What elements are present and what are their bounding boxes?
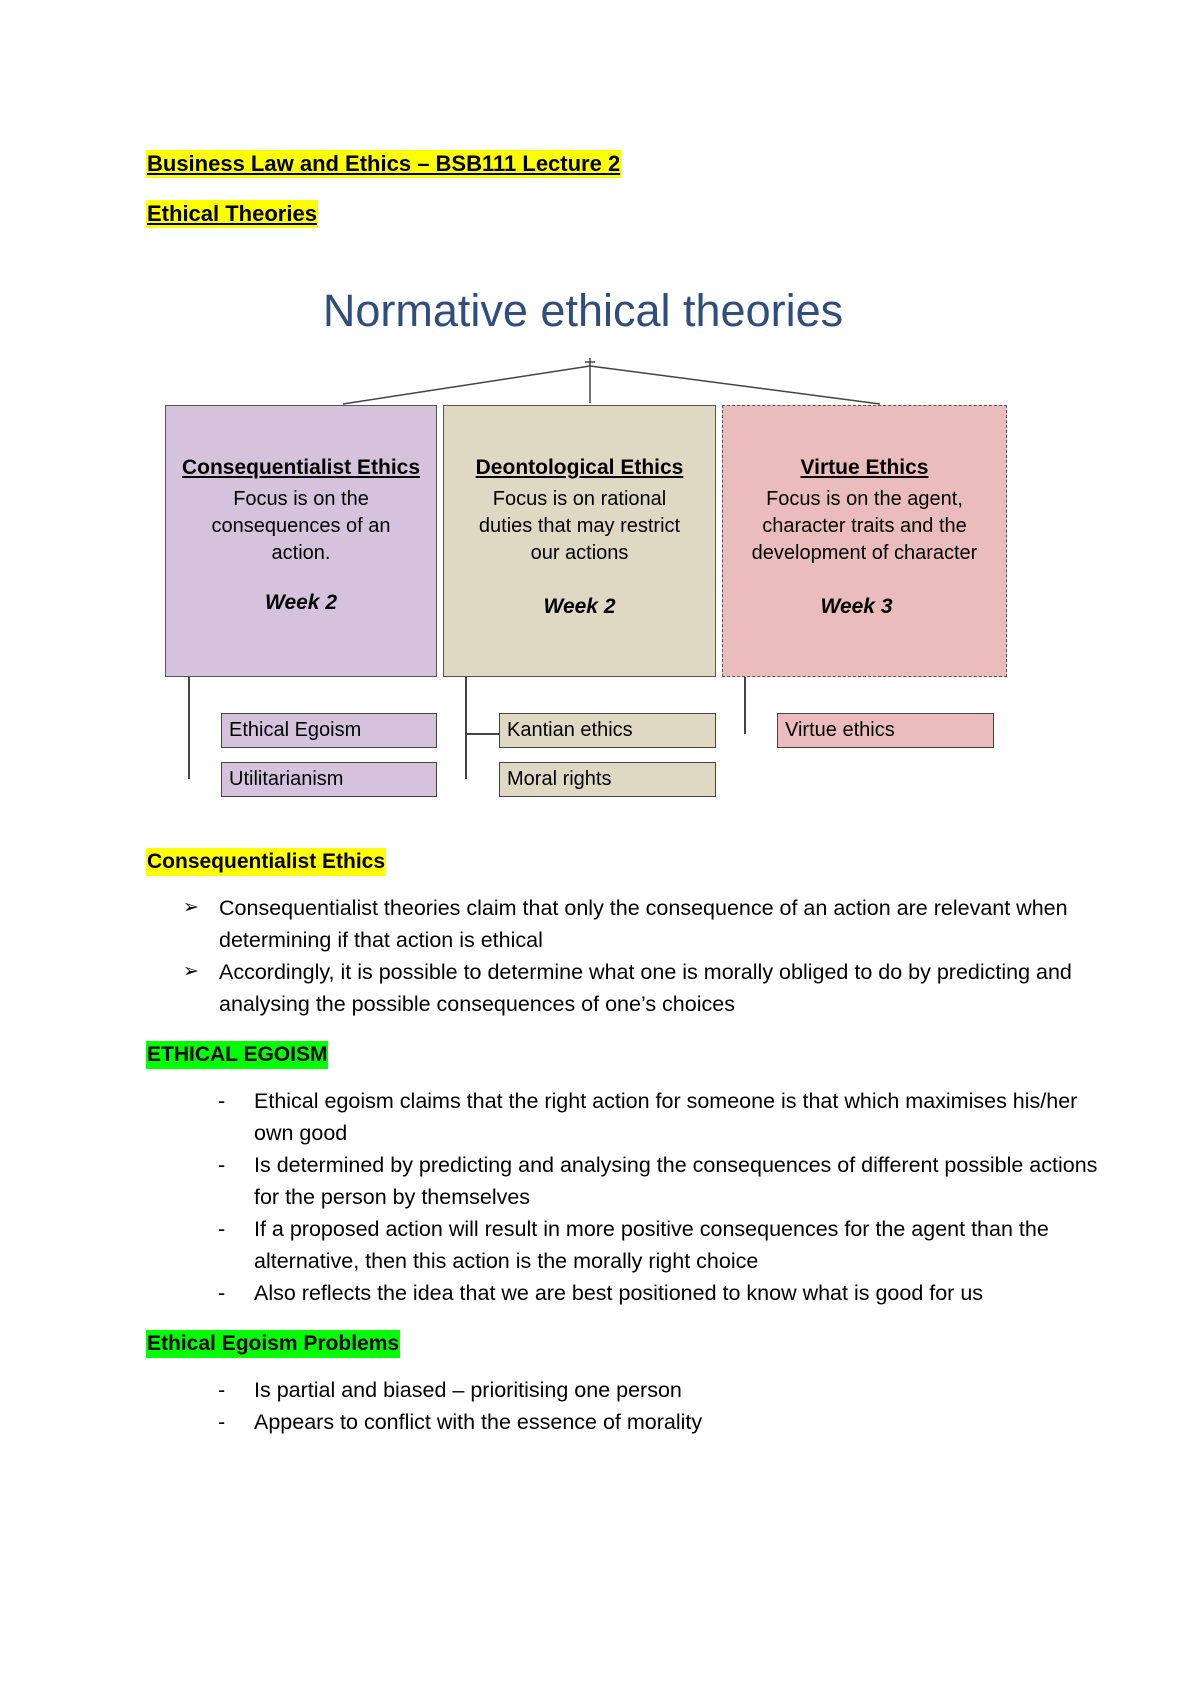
connector-line [465, 733, 500, 735]
virtue-box [722, 405, 1007, 677]
section-heading-ethical-egoism: ETHICAL EGOISM [146, 1041, 328, 1069]
dash-bullet: - [218, 1378, 226, 1402]
list-item: - If a proposed action will result in more positive consequences for the agent than the alternative, then this action is the morally right choice [218, 1213, 1098, 1277]
list-item: - Is determined by predicting and analysing the consequences of different possible actions for the person by themselves [218, 1149, 1098, 1213]
document-subtitle: Ethical Theories [147, 201, 317, 226]
box-title: Consequentialist Ethics [181, 456, 421, 479]
list-item: - Appears to conflict with the essence of morality [218, 1406, 1098, 1438]
dash-bullet: - [218, 1153, 226, 1177]
dash-bullet: - [218, 1410, 226, 1434]
diagram-title: Normative ethical theories [322, 285, 844, 336]
dash-bullet: - [218, 1281, 226, 1305]
box-week: Week 2 [543, 595, 616, 618]
diagram-connector-lines [0, 0, 1200, 420]
connector-line [465, 677, 467, 779]
sub-box-kantian-ethics: Kantian ethics [499, 713, 716, 748]
list-item: - Ethical egoism claims that the right action for someone is that which maximises his/her own good [218, 1085, 1098, 1149]
connector-line [744, 677, 746, 734]
box-title: Deontological Ethics [475, 456, 684, 479]
list-item: ➢ Consequentialist theories claim that only the consequence of an action are relevant when determining if that action is ethical [183, 892, 1083, 956]
consequentialist-list [183, 892, 1083, 1020]
section-heading-consequentialist: Consequentialist Ethics [146, 848, 386, 876]
box-week: Week 3 [820, 595, 893, 618]
list-item: ➢ Accordingly, it is possible to determine what one is morally obliged to do by predicting and analysing the possible consequences of one’s choices [183, 956, 1083, 1020]
box-week: Week 2 [265, 591, 337, 614]
arrow-bullet-icon: ➢ [183, 961, 199, 982]
dash-bullet: - [218, 1217, 226, 1241]
connector-line [188, 677, 190, 779]
dash-bullet: - [218, 1089, 226, 1113]
box-title: Virtue Ethics [800, 456, 929, 479]
sub-box-ethical-egoism: Ethical Egoism [221, 713, 437, 748]
box-description: Focus is on the agent, character traits and the development of character [751, 488, 978, 564]
box-description: Focus is on the consequences of an action. [211, 488, 391, 564]
egoism-problems-list [218, 1374, 1098, 1438]
section-heading-egoism-problems: Ethical Egoism Problems [146, 1330, 400, 1358]
sub-box-moral-rights: Moral rights [499, 762, 716, 797]
sub-box-virtue-ethics: Virtue ethics [777, 713, 994, 748]
list-item: - Is partial and biased – prioritising one person [218, 1374, 1098, 1406]
deontological-box [443, 405, 716, 677]
arrow-bullet-icon: ➢ [183, 897, 199, 918]
ethical-egoism-list [218, 1085, 1098, 1309]
consequentialist-box [165, 405, 437, 677]
document-title: Business Law and Ethics – BSB111 Lecture 2 [147, 151, 621, 176]
sub-box-utilitarianism: Utilitarianism [221, 762, 437, 797]
box-description: Focus is on rational duties that may restrict our actions [478, 488, 681, 564]
list-item: - Also reflects the idea that we are best positioned to know what is good for us [218, 1277, 1098, 1309]
